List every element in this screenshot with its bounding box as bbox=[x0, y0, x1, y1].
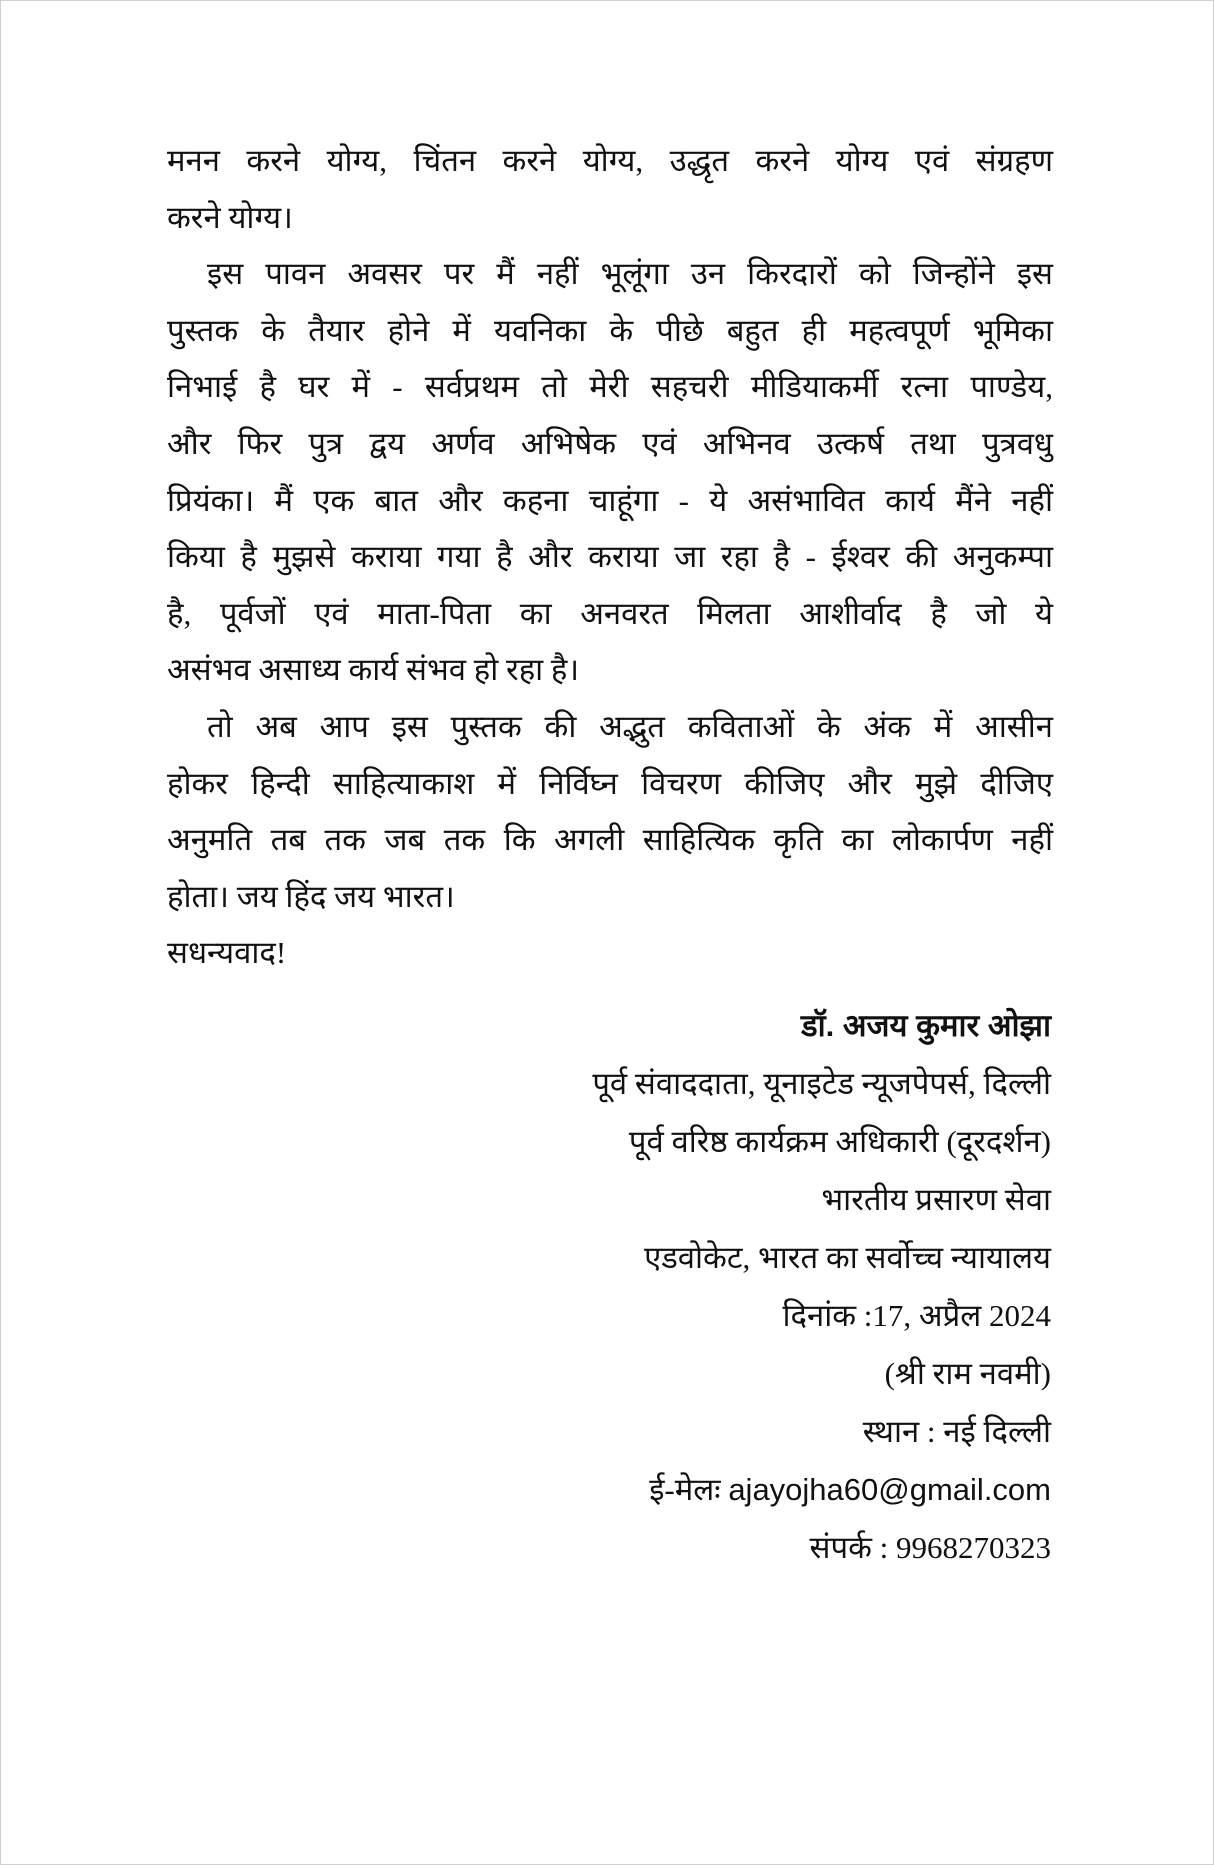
text-line: तो अब आप इस पुस्तक की अद्भुत कविताओं के अंक में आसीन bbox=[207, 708, 1053, 744]
body-text bbox=[167, 133, 1053, 982]
text-line: असंभव असाध्य कार्य संभव हो रहा है। bbox=[167, 652, 580, 688]
author-credential: भारतीय प्रसारण सेवा bbox=[821, 1182, 1051, 1217]
text-line: होता। जय हिंद जय भारत। bbox=[167, 878, 455, 914]
author-credential: एडवोकेट, भारत का सर्वोच्च न्यायालय bbox=[644, 1240, 1051, 1275]
author-name: डॉ. अजय कुमार ओझा bbox=[801, 1008, 1051, 1043]
contact-label: संपर्क : bbox=[809, 1530, 889, 1565]
text-line: इस पावन अवसर पर मैं नहीं भूलूंगा उन किरदारों को जिन्होंने इस bbox=[207, 256, 1053, 292]
author-credential: पूर्व वरिष्ठ कार्यक्रम अधिकारी (दूरदर्शन) bbox=[628, 1124, 1051, 1159]
text-line: निभाई है घर में - सर्वप्रथम तो मेरी सहचरी मीडियाकर्मी रत्ना पाण्डेय, bbox=[167, 369, 1053, 405]
text-line: करने योग्य। bbox=[167, 199, 293, 235]
author-credential: पूर्व संवाददाता, यूनाइटेड न्यूजपेपर्स, दिल्ली bbox=[592, 1066, 1051, 1101]
closing-thanks: सधन्यवाद! bbox=[167, 935, 287, 971]
contact-number: 9968270323 bbox=[896, 1530, 1051, 1565]
email-address: ajayojha60@gmail.com bbox=[728, 1472, 1051, 1507]
date-line: दिनांक :17, अप्रैल 2024 bbox=[782, 1298, 1051, 1333]
place-line: स्थान : नई दिल्ली bbox=[862, 1414, 1051, 1449]
text-line: मनन करने योग्य, चिंतन करने योग्य, उद्धृत करने योग्य एवं संग्रहण bbox=[167, 143, 1053, 178]
contact-line bbox=[592, 1519, 1051, 1577]
paragraph-closing bbox=[167, 925, 1053, 982]
occasion-line: (श्री राम नवमी) bbox=[884, 1356, 1051, 1391]
text-line: प्रियंका। मैं एक बात और कहना चाहूंगा - ये असंभावित कार्य मैंने नहीं bbox=[167, 482, 1053, 518]
paragraph-3 bbox=[167, 699, 1053, 925]
email-label: ई-मेलः bbox=[649, 1472, 721, 1507]
email-line bbox=[592, 1461, 1051, 1519]
text-line: है, पूर्वजों एवं माता-पिता का अनवरत मिलता आशीर्वाद है जो ये bbox=[167, 595, 1053, 631]
text-line: किया है मुझसे कराया गया है और कराया जा रहा है - ईश्वर की अनुकम्पा bbox=[167, 539, 1053, 575]
text-line: अनुमति तब तक जब तक कि अगली साहित्यिक कृति का लोकार्पण नहीं bbox=[167, 822, 1053, 858]
paragraph-1 bbox=[167, 133, 1053, 246]
signature-block bbox=[592, 997, 1051, 1577]
text-line: और फिर पुत्र द्वय अर्णव अभिषेक एवं अभिनव उत्कर्ष तथा पुत्रवधु bbox=[167, 425, 1053, 461]
text-line: होकर हिन्दी साहित्याकाश में निर्विघ्न विचरण कीजिए और मुझे दीजिए bbox=[167, 765, 1053, 801]
text-line: पुस्तक के तैयार होने में यवनिका के पीछे बहुत ही महत्वपूर्ण भूमिका bbox=[167, 312, 1053, 348]
paragraph-2 bbox=[167, 246, 1053, 699]
